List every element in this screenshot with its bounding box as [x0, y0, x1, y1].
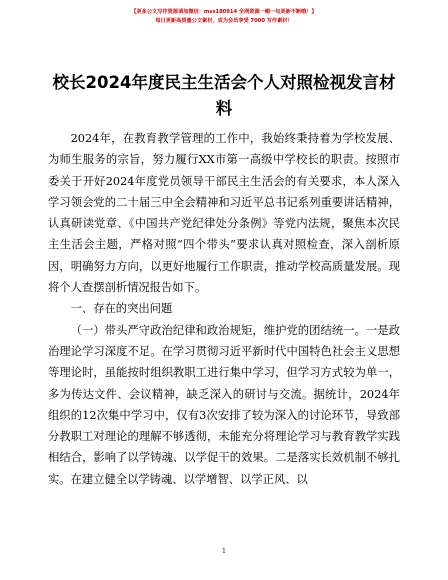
promo-line-1: 【更多公文写作资源请加微信：mss180914 全网资源一帽一旬更新不断哦！】 — [131, 9, 317, 15]
section-heading: 一、存在的突出问题 — [70, 302, 173, 316]
section-paragraph: （一）带头严守政治纪律和政治规矩，维护党的团结统一。一是政治理论学习深度不足。在学习贯彻习近平新时代中国特色社会主义思想等理论时，虽能按时组织教职工进行集中学习，但学习方式较为单一，多为传达文件、会议精神，缺乏深入的研讨与交流。据统计，2024年组织的12次集中学习中，仅有3次安排了较为深入的讨论环节，导致部分教职工对理论的理解不够透彻，未能充分将理论学习与教育教学实践相结合，影响了以学铸魂、以学促干的效果。二是落实长效机制不够扎实。在建立健全以学铸魂、以学增智、以学正风、以 — [48, 323, 400, 486]
document-title: 校长2024年度民主生活会个人对照检视发言材料 — [52, 73, 396, 118]
promo-line-2: 每日更新高质量公文素材，成为会员享受 7000 写作素材！ — [155, 18, 293, 24]
document-body — [48, 128, 400, 490]
promo-banner — [80, 8, 368, 26]
intro-paragraph: 2024年，在教育教学管理的工作中，我始终秉持着为学校发展、为师生服务的宗旨，努力履行XX市第一高级中学校长的职责。按照市委关于开好2024年度党员领导干部民主生活会的有关要求，本人深入学习领会党的二十届三中全会精神和习近平总书记系列重要讲话精神，认真研读党章、《中国共产党纪律处分条例》等党内法规，聚焦本次民主生活会主题，严格对照“四个带头”要求认真对照检查，深入剖析原因，明确努力方向，以更好地履行工作职责，推动学校高质量发展。现将个人查摆剖析情况报告如下。 — [48, 132, 400, 295]
page-number: 1 — [221, 547, 227, 555]
